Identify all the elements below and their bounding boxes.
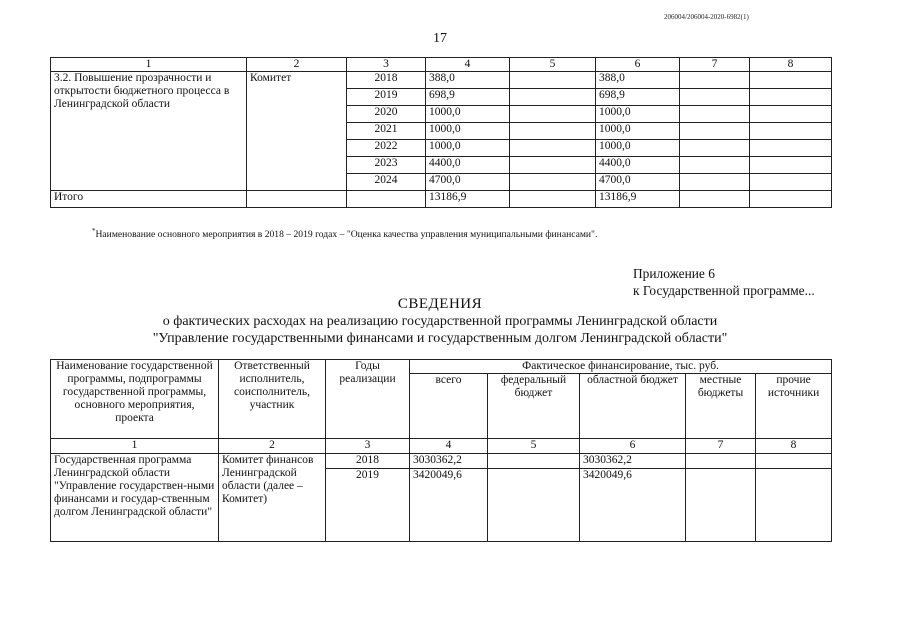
federal-cell <box>510 106 596 123</box>
other-cell <box>750 157 832 174</box>
year-cell: 2022 <box>347 140 426 157</box>
total-cell: 4700,0 <box>426 174 510 191</box>
other-cell <box>750 140 832 157</box>
local-cell <box>680 157 750 174</box>
column-number: 2 <box>219 439 326 454</box>
header-local: местные бюджеты <box>686 374 756 439</box>
other-cell <box>750 123 832 140</box>
other-cell <box>756 469 832 542</box>
page-number: 17 <box>433 31 447 46</box>
regional-cell: 1000,0 <box>596 140 680 157</box>
regional-cell: 4700,0 <box>596 174 680 191</box>
total-cell: 388,0 <box>426 72 510 89</box>
column-number-row <box>51 58 832 72</box>
title-line-2: "Управление государственными финансами и государственным долгом Ленинградской области" <box>152 331 728 346</box>
column-number: 7 <box>680 58 750 72</box>
year-cell: 2019 <box>347 89 426 106</box>
other-cell <box>750 106 832 123</box>
column-number: 6 <box>580 439 686 454</box>
empty-cell <box>750 191 832 208</box>
local-cell <box>680 89 750 106</box>
column-number: 1 <box>51 439 219 454</box>
annex-line-1: Приложение 6 <box>633 266 715 281</box>
federal-cell <box>510 123 596 140</box>
executor-cell: Комитет <box>247 72 347 191</box>
total-row <box>51 191 832 208</box>
local-cell <box>686 469 756 542</box>
activity-name: 3.2. Повышение прозрачности и открытости бюджетного процесса в Ленинградской области <box>51 72 247 191</box>
column-number: 5 <box>488 439 580 454</box>
header-executor: Ответственный исполнитель, соисполнитель, участник <box>219 360 326 439</box>
year-cell: 2020 <box>347 106 426 123</box>
header-row <box>51 360 832 374</box>
column-number: 4 <box>426 58 510 72</box>
regional-cell: 4400,0 <box>596 157 680 174</box>
regional-sum: 13186,9 <box>596 191 680 208</box>
column-number: 1 <box>51 58 247 72</box>
header-regional: областной бюджет <box>580 374 686 439</box>
header-name: Наименование государственной программы, подпрограммы государственной программы, основного мероприятия, проекта <box>51 360 219 439</box>
federal-cell <box>510 157 596 174</box>
regional-cell: 3420049,6 <box>580 469 686 542</box>
federal-cell <box>510 140 596 157</box>
empty-cell <box>510 191 596 208</box>
total-cell: 1000,0 <box>426 140 510 157</box>
local-cell <box>686 454 756 469</box>
year-cell: 2024 <box>347 174 426 191</box>
header-financing: Фактическое финансирование, тыс. руб. <box>410 360 832 374</box>
total-cell: 1000,0 <box>426 123 510 140</box>
annex-header <box>633 265 815 299</box>
title-line-1: о фактических расходах на реализацию государственной программы Ленинградской области <box>162 314 718 329</box>
other-cell <box>750 174 832 191</box>
total-label: Итого <box>51 191 247 208</box>
local-cell <box>680 174 750 191</box>
federal-cell <box>488 469 580 542</box>
local-cell <box>680 106 750 123</box>
federal-cell <box>510 89 596 106</box>
column-number: 3 <box>326 439 410 454</box>
year-cell: 2021 <box>347 123 426 140</box>
program-name: Государственная программа Ленинградской области "Управление государствен-ными финансами и государ-ственным долгом Ленинградской области" <box>51 454 219 542</box>
local-cell <box>680 123 750 140</box>
regional-cell: 3030362,2 <box>580 454 686 469</box>
total-cell: 4400,0 <box>426 157 510 174</box>
other-cell <box>756 454 832 469</box>
federal-cell <box>510 72 596 89</box>
column-number: 2 <box>247 58 347 72</box>
federal-cell <box>510 174 596 191</box>
table-row <box>51 72 832 89</box>
total-cell: 698,9 <box>426 89 510 106</box>
document-title <box>0 296 880 347</box>
empty-cell <box>347 191 426 208</box>
column-number: 3 <box>347 58 426 72</box>
local-cell <box>680 72 750 89</box>
header-years: Годы реализации <box>326 360 410 439</box>
local-cell <box>680 140 750 157</box>
regional-cell: 388,0 <box>596 72 680 89</box>
header-federal: федеральный бюджет <box>488 374 580 439</box>
year-cell: 2018 <box>347 72 426 89</box>
year-cell: 2019 <box>326 469 410 542</box>
total-cell: 3420049,6 <box>410 469 488 542</box>
regional-cell: 1000,0 <box>596 123 680 140</box>
header-other: прочие источники <box>756 374 832 439</box>
footnote-text: Наименование основного мероприятия в 2018 – 2019 годах – "Оценка качества управления муниципальными финансами". <box>95 229 598 240</box>
empty-cell <box>247 191 347 208</box>
header-total: всего <box>410 374 488 439</box>
total-sum: 13186,9 <box>426 191 510 208</box>
total-cell: 3030362,2 <box>410 454 488 469</box>
column-number: 8 <box>750 58 832 72</box>
title-heading: СВЕДЕНИЯ <box>397 296 483 312</box>
year-cell: 2018 <box>326 454 410 469</box>
budget-table-lower <box>50 359 832 542</box>
column-number: 5 <box>510 58 596 72</box>
column-number: 6 <box>596 58 680 72</box>
footnote-mark: * <box>92 227 96 235</box>
executor-cell: Комитет финансов Ленинградской области (далее – Комитет) <box>219 454 326 542</box>
other-cell <box>750 72 832 89</box>
column-number: 8 <box>756 439 832 454</box>
column-number: 4 <box>410 439 488 454</box>
column-number-row <box>51 439 832 454</box>
budget-table-upper <box>50 57 832 208</box>
annex-line-2: к Государственной программе... <box>633 283 815 298</box>
table-row <box>51 454 832 469</box>
document-stamp: 206004/206004-2020-6982(1) <box>664 13 749 21</box>
regional-cell: 698,9 <box>596 89 680 106</box>
column-number: 7 <box>686 439 756 454</box>
total-cell: 1000,0 <box>426 106 510 123</box>
regional-cell: 1000,0 <box>596 106 680 123</box>
footnote <box>92 227 597 240</box>
empty-cell <box>680 191 750 208</box>
federal-cell <box>488 454 580 469</box>
year-cell: 2023 <box>347 157 426 174</box>
other-cell <box>750 89 832 106</box>
